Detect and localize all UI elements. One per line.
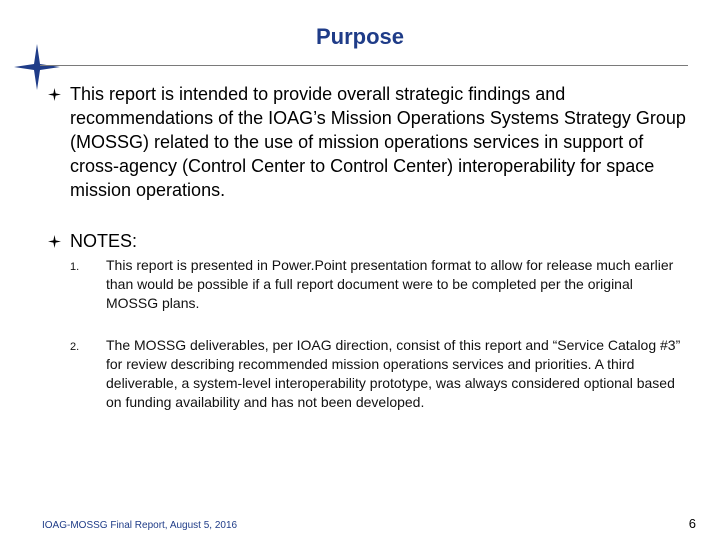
- title-divider: [40, 65, 688, 66]
- note-item-2: [70, 336, 685, 412]
- page-number: 6: [688, 516, 696, 531]
- slide-title-text: Purpose: [315, 24, 405, 49]
- four-point-star-bullet-icon: [48, 88, 61, 101]
- bullet-purpose: [48, 82, 688, 202]
- footer-text: IOAG-MOSSG Final Report, August 5, 2016: [42, 520, 238, 531]
- bullet-notes: [48, 229, 688, 253]
- bullet-purpose-text: This report is intended to provide overall strategic findings and recommendations of the IOAG’s Mission Operations Systems Strategy Group (MOSSG) related to the use of mission operations services in support of cross-agency (Control Center to Control Center) interoperability for space mission operations.: [70, 84, 686, 200]
- slide-title: [0, 24, 720, 50]
- note-text: This report is presented in Power.Point presentation format to allow for release much earlier than would be possible if a full report document were to be completed per the original MOSSG plans.: [106, 257, 674, 311]
- bullet-notes-text: NOTES:: [70, 231, 138, 251]
- four-point-star-bullet-icon: [48, 235, 61, 248]
- note-text: The MOSSG deliverables, per IOAG direction, consist of this report and “Service Catalog #3” for review describing recommended mission operations services and priorities. A third deliverable, a system-level interoperability prototype, was always considered optional based on funding availability and has not been developed.: [106, 337, 681, 410]
- note-number: 2.: [70, 341, 80, 353]
- note-item-1: [70, 256, 685, 313]
- note-number: 1.: [70, 261, 80, 273]
